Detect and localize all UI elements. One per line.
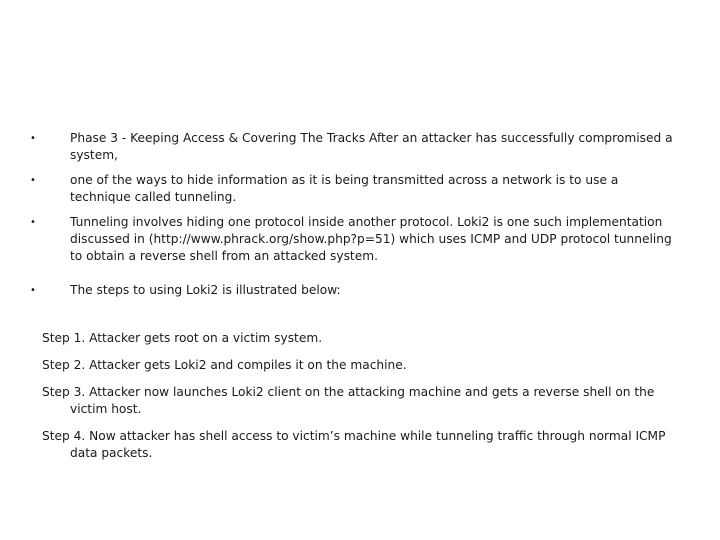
bullet-marker: • xyxy=(30,285,36,296)
bullet-item-tunneling xyxy=(30,214,680,265)
step-list xyxy=(42,330,682,472)
bullet-marker: • xyxy=(30,217,36,228)
bullet-list xyxy=(30,130,680,307)
step-3: Step 3. Attacker now launches Loki2 client on the attacking machine and gets a reverse shell on the victim host. xyxy=(42,385,655,416)
step-1: Step 1. Attacker gets root on a victim system. xyxy=(42,331,323,345)
bullet-item-hide-information xyxy=(30,172,680,206)
bullet-item-phase3 xyxy=(30,130,680,164)
bullet-text: The steps to using Loki2 is illustrated below: xyxy=(70,283,341,297)
step-4: Step 4. Now attacker has shell access to victim’s machine while tunneling traffic through normal ICMP data packets. xyxy=(42,429,666,460)
bullet-text: one of the ways to hide information as it is being transmitted across a network is to use a technique called tunneling. xyxy=(70,173,619,204)
bullet-text: Tunneling involves hiding one protocol inside another protocol. Loki2 is one such implementation discussed in (http://www.phrack.org/show.php?p=51) which uses ICMP and UDP protocol tunneling to obtain a reverse shell from an attacked system. xyxy=(70,215,672,263)
step-2: Step 2. Attacker gets Loki2 and compiles it on the machine. xyxy=(42,358,407,372)
bullet-text: Phase 3 - Keeping Access & Covering The Tracks After an attacker has successfully compromised a system, xyxy=(70,131,673,162)
bullet-item-loki2-steps xyxy=(30,282,680,299)
bullet-marker: • xyxy=(30,175,36,186)
bullet-marker: • xyxy=(30,133,36,144)
